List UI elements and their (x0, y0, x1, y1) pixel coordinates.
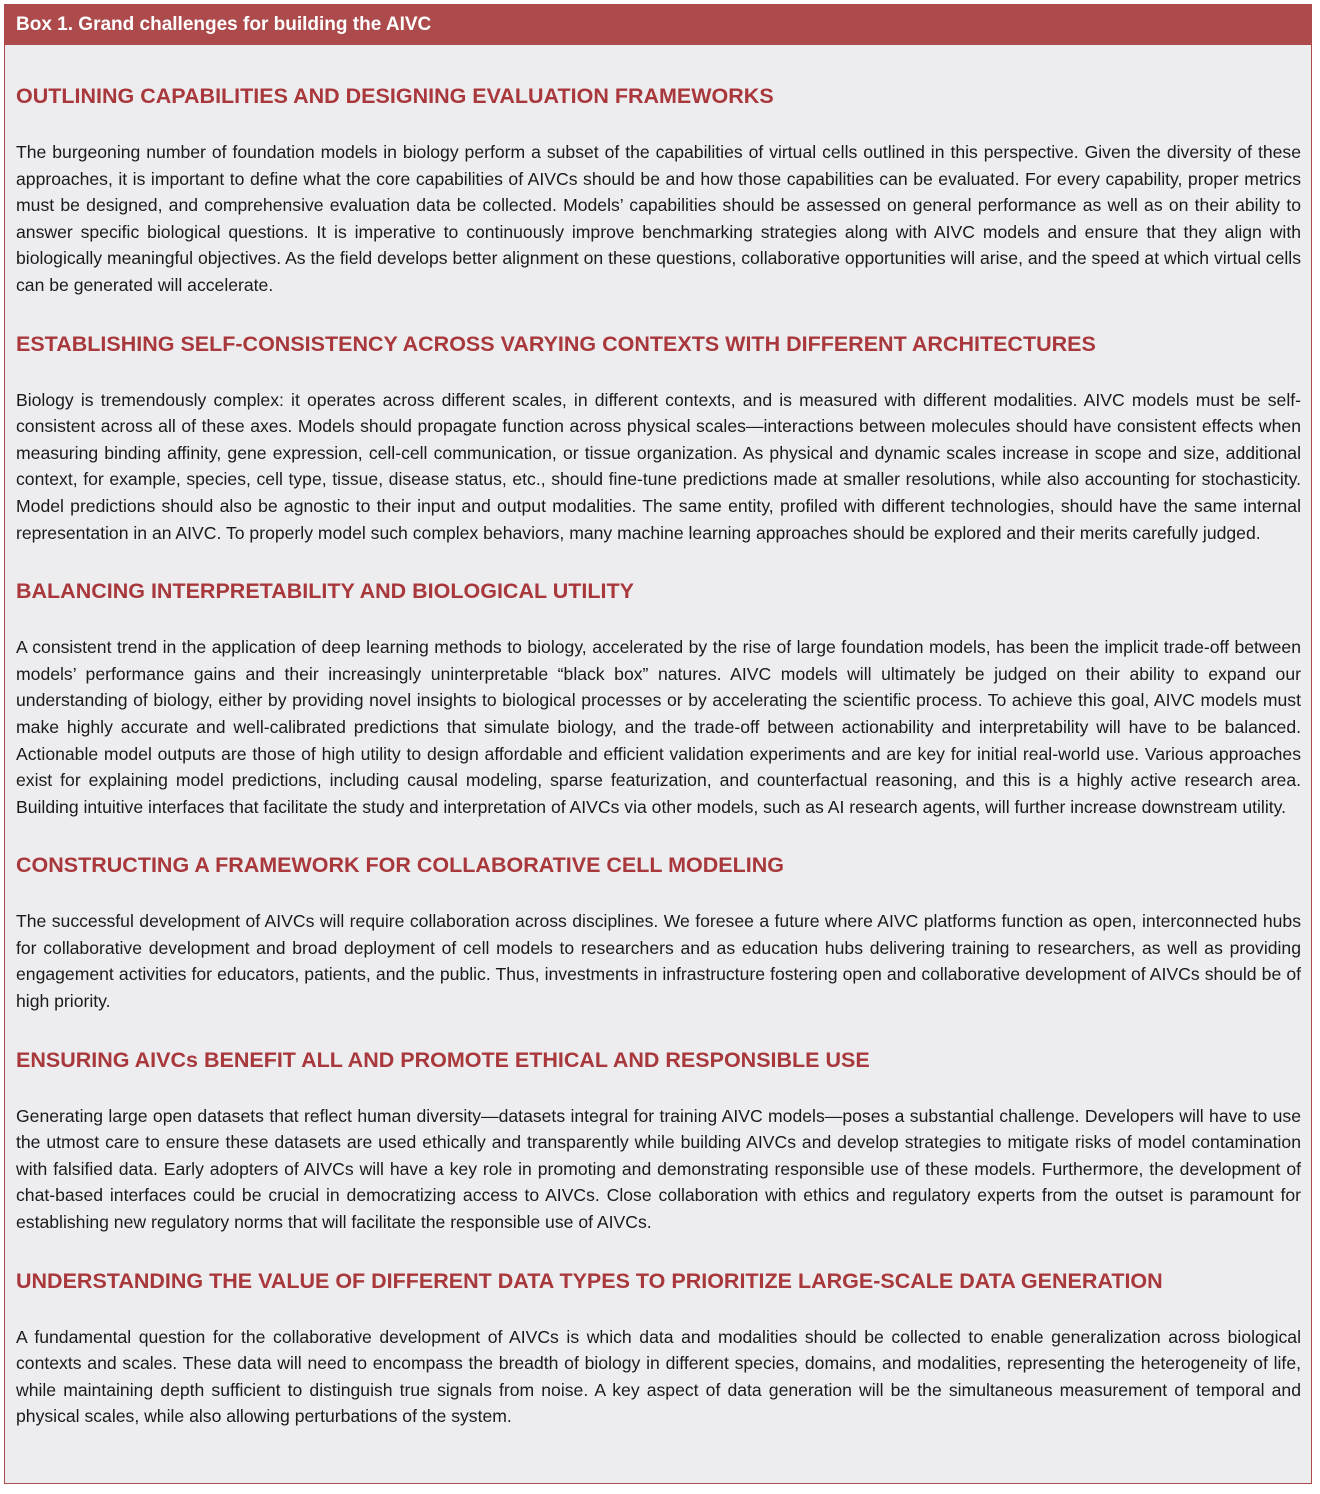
section-heading: BALANCING INTERPRETABILITY AND BIOLOGICAL UTILITY (16, 579, 634, 604)
section-collaborative-modeling (16, 852, 1301, 1014)
section-paragraph: A consistent trend in the application of deep learning methods to biology, accelerated by the rise of large foundation models, has been the implicit trade-off between models’ performance gains and their increasingly uninterpretable “black box” natures. AIVC models will ultimately be judged on their ability to expand our understanding of biology, either by providing novel insights to biological processes or by accelerating the scientific process. To achieve this goal, AIVC models must make highly accurate and well-calibrated predictions that simulate biology, and the trade-off between actionability and interpretability will have to be balanced. Actionable model outputs are those of high utility to design affordable and efficient validation experiments and are key for initial real-world use. Various approaches exist for explaining model predictions, including causal modeling, sparse featurization, and counterfactual reasoning, and this is a highly active research area. Building intuitive interfaces that facilitate the study and interpretation of AIVCs via other models, such as AI research agents, will further increase downstream utility. (16, 637, 1301, 817)
section-paragraph: The burgeoning number of foundation models in biology perform a subset of the capabilities of virtual cells outlined in this perspective. Given the diversity of these approaches, it is important to define what the core capabilities of AIVCs should be and how those capabilities can be evaluated. For every capability, proper metrics must be designed, and comprehensive evaluation data be collected. Models’ capabilities should be assessed on general performance as well as on their ability to answer specific biological questions. It is imperative to continuously improve benchmarking strategies along with AIVC models and ensure that they align with biologically meaningful objectives. As the field develops better alignment on these questions, collaborative opportunities will arise, and the speed at which virtual cells can be generated will accelerate. (16, 142, 1301, 295)
section-self-consistency (16, 331, 1301, 547)
section-ethical-use (16, 1047, 1301, 1236)
grand-challenges-box (4, 4, 1312, 1484)
section-capabilities (16, 83, 1301, 299)
section-paragraph: Biology is tremendously complex: it operates across different scales, in different contexts, and is measured with different modalities. AIVC models must be self-consistent across all of these axes. Models should propagate function across physical scales—interactions between molecules should have consistent effects when measuring binding affinity, gene expression, cell-cell communication, or tissue organization. As physical and dynamic scales increase in scope and size, additional context, for example, species, cell type, tissue, disease status, etc., should fine-tune predictions made at smaller resolutions, while also accounting for stochasticity. Model predictions should also be agnostic to their input and output modalities. The same entity, profiled with different technologies, should have the same internal representation in an AIVC. To properly model such complex behaviors, many machine learning approaches should be explored and their merits carefully judged. (16, 389, 1301, 543)
section-heading: OUTLINING CAPABILITIES AND DESIGNING EVALUATION FRAMEWORKS (16, 84, 774, 108)
section-heading: UNDERSTANDING THE VALUE OF DIFFERENT DATA TYPES TO PRIORITIZE LARGE-SCALE DATA GENERATION (16, 1268, 1163, 1293)
section-heading: ENSURING AIVCs BENEFIT ALL AND PROMOTE ETHICAL AND RESPONSIBLE USE (16, 1047, 870, 1072)
box-content (5, 83, 1311, 1430)
section-heading: ESTABLISHING SELF-CONSISTENCY ACROSS VARYING CONTEXTS WITH DIFFERENT ARCHITECTURES (16, 331, 1096, 356)
box-title: Box 1. Grand challenges for building the AIVC (5, 5, 1311, 45)
section-heading: CONSTRUCTING A FRAMEWORK FOR COLLABORATIVE CELL MODELING (16, 853, 784, 878)
section-data-generation (16, 1268, 1301, 1430)
section-paragraph: The successful development of AIVCs will require collaboration across disciplines. We foresee a future where AIVC platforms function as open, interconnected hubs for collaborative development and broad deployment of cell models to researchers and as education hubs delivering training to researchers, as well as providing engagement activities for educators, patients, and the public. Thus, investments in infrastructure fostering open and collaborative development of AIVCs should be of high priority. (16, 911, 1301, 1012)
section-interpretability (16, 578, 1301, 820)
section-paragraph: A fundamental question for the collaborative development of AIVCs is which data and modalities should be collected to enable generalization across biological contexts and scales. These data will need to encompass the breadth of biology in different species, domains, and modalities, representing the heterogeneity of life, while maintaining depth sufficient to distinguish true signals from noise. A key aspect of data generation will be the simultaneous measurement of temporal and physical scales, while also allowing perturbations of the system. (16, 1326, 1301, 1427)
section-paragraph: Generating large open datasets that reflect human diversity—datasets integral for training AIVC models—poses a substantial challenge. Developers will have to use the utmost care to ensure these datasets are used ethically and transparently while building AIVCs and develop strategies to mitigate risks of model contamination with falsified data. Early adopters of AIVCs will have a key role in promoting and demonstrating responsible use of these models. Furthermore, the development of chat-based interfaces could be crucial in democratizing access to AIVCs. Close collaboration with ethics and regulatory experts from the outset is paramount for establishing new regulatory norms that will facilitate the responsible use of AIVCs. (16, 1105, 1301, 1233)
